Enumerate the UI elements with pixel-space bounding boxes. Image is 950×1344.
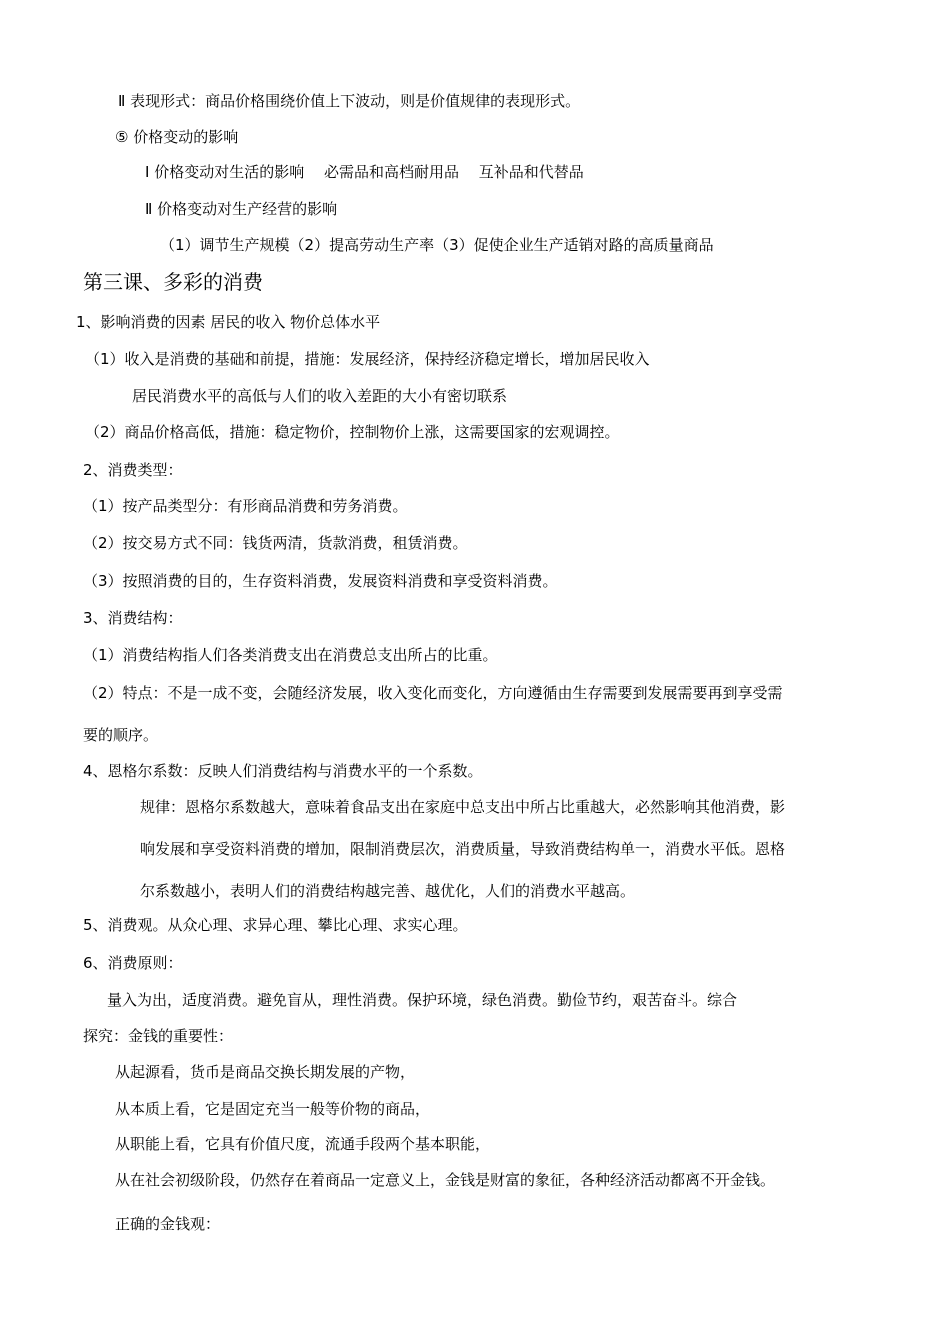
text-line: ⑤ 价格变动的影响 (115, 128, 239, 146)
text-line: （2）特点：不是一成不变，会随经济发展，收入变化而变化，方向遵循由生存需要到发展需要再到享受需 (83, 684, 783, 702)
text-line: 1、影响消费的因素 居民的收入 物价总体水平 (76, 313, 381, 331)
text-line: 尔系数越小，表明人们的消费结构越完善、越优化，人们的消费水平越高。 (140, 882, 636, 900)
text-line: 3、消费结构： (83, 609, 183, 627)
text-line: 响发展和享受资料消费的增加，限制消费层次，消费质量，导致消费结构单一，消费水平低。恩格 (140, 840, 786, 858)
text-line: 从起源看，货币是商品交换长期发展的产物， (115, 1063, 416, 1081)
text-line: 正确的金钱观： (115, 1215, 221, 1233)
text-line: 5、消费观。从众心理、求异心理、攀比心理、求实心理。 (83, 916, 468, 934)
text-line: 2、消费类型： (83, 461, 183, 479)
text-line: Ⅰ 价格变动对生活的影响 必需品和高档耐用品 互补品和代替品 (145, 163, 584, 181)
text-line: （1）收入是消费的基础和前提，措施：发展经济，保持经济稳定增长，增加居民收入 (85, 350, 650, 368)
text-line: 居民消费水平的高低与人们的收入差距的大小有密切联系 (132, 387, 508, 405)
text-line: 要的顺序。 (83, 726, 159, 744)
text-line: 探究：金钱的重要性： (83, 1027, 234, 1045)
lesson-heading: 第三课、多彩的消费 (83, 270, 263, 294)
text-line: （3）按照消费的目的，生存资料消费，发展资料消费和享受资料消费。 (83, 572, 558, 590)
text-line: （2）按交易方式不同：钱货两清，货款消费，租赁消费。 (83, 534, 468, 552)
text-line: Ⅱ 价格变动对生产经营的影响 (145, 200, 338, 218)
text-line: （1）按产品类型分：有形商品消费和劳务消费。 (83, 497, 408, 515)
text-line: 从职能上看，它具有价值尺度，流通手段两个基本职能， (115, 1135, 491, 1153)
text-line: 从在社会初级阶段，仍然存在着商品一定意义上，金钱是财富的象征，各种经济活动都离不开金钱。 (115, 1171, 776, 1189)
text-line: （2）商品价格高低，措施：稳定物价，控制物价上涨，这需要国家的宏观调控。 (85, 423, 620, 441)
text-line: Ⅱ 表现形式：商品价格围绕价值上下波动，则是价值规律的表现形式。 (118, 92, 581, 110)
text-line: 规律：恩格尔系数越大，意味着食品支出在家庭中总支出中所占比重越大，必然影响其他消费，影 (140, 798, 786, 816)
text-line: 从本质上看，它是固定充当一般等价物的商品， (115, 1100, 431, 1118)
text-line: （1）消费结构指人们各类消费支出在消费总支出所占的比重。 (83, 646, 498, 664)
text-line: 量入为出，适度消费。避免盲从，理性消费。保护环境，绿色消费。勤俭节约，艰苦奋斗。综合 (107, 991, 738, 1009)
text-line: 6、消费原则： (83, 954, 183, 972)
text-line: （1）调节生产规模（2）提高劳动生产率（3）促使企业生产适销对路的高质量商品 (160, 236, 714, 254)
text-line: 4、恩格尔系数：反映人们消费结构与消费水平的一个系数。 (83, 762, 483, 780)
